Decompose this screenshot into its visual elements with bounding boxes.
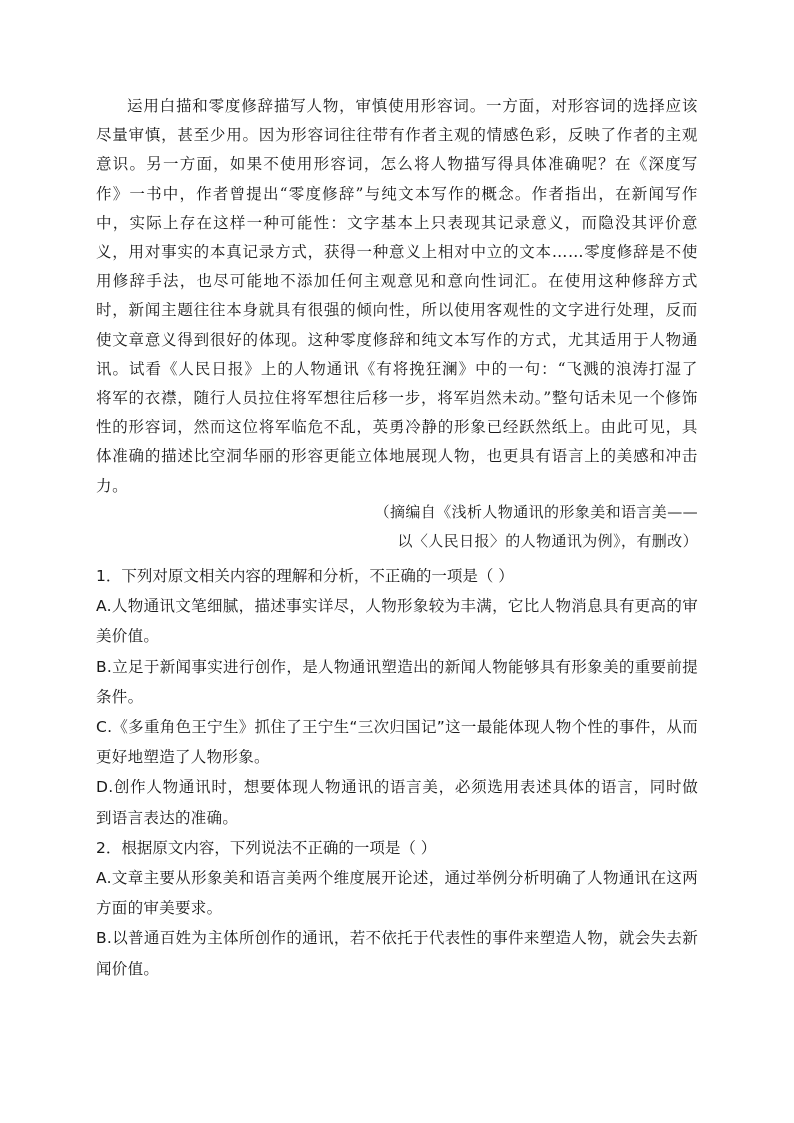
option-a: A.文章主要从形象美和语言美两个维度展开论述，通过举例分析明确了人物通讯在这两方面的审美要求。 [96, 869, 698, 918]
option-b: B.立足于新闻事实进行创作，是人物通讯塑造出的新闻人物能够具有形象美的重要前提条件。 [96, 657, 698, 706]
question-2 [96, 833, 698, 984]
option-c: C.《多重角色王宁生》抓住了王宁生“三次归国记”这一最能体现人物个性的事件，从而更好地塑造了人物形象。 [96, 718, 698, 767]
passage-paragraph: 运用白描和零度修辞描写人物，审慎使用形容词。一方面，对形容词的选择应该尽量审慎，甚至少用。因为形容词往往带有作者主观的情感色彩，反映了作者的主观意识。另一方面，如果不使用形容词，怎么将人物描写得具体准确呢？在《深度写作》一书中，作者曾提出“零度修辞”与纯文本写作的概念。作者指出，在新闻写作中，实际上存在这样一种可能性：文字基本上只表现其记录意义，而隐没其评价意义，用对事实的本真记录方式，获得一种意义上相对中立的文本……零度修辞是不使用修辞手法，也尽可能地不添加任何主观意见和意向性词汇。在使用这种修辞方式时，新闻主题往往本身就具有很强的倾向性，所以使用客观性的文字进行处理，反而使文章意义得到很好的体现。这种零度修辞和纯文本写作的方式，尤其适用于人物通讯。试看《人民日报》上的人物通讯《有将挽狂澜》中的一句：“飞溅的浪涛打湿了将军的衣襟，随行人员拉住将军想往后移一步，将军岿然未动。”整句话未见一个修饰性的形容词，然而这位将军临危不乱，英勇冷静的形象已经跃然纸上。由此可见，具体准确的描述比空洞华丽的形容更能立体地展现人物，也更具有语言上的美感和冲击力。 [96, 97, 698, 495]
option-d: D.创作人物通讯时，想要体现人物通讯的语言美，必须选用表述具体的语言，同时做到语言表达的准确。 [96, 778, 698, 827]
question-1 [96, 561, 698, 833]
question-stem: 2．根据原文内容，下列说法不正确的一项是（ ） [96, 838, 437, 857]
option-b: B.以普通百姓为主体所创作的通讯，若不依托于代表性的事件来塑造人物，就会失去新闻价值。 [96, 929, 698, 978]
option-a: A.人物通讯文笔细腻，描述事实详尽，人物形象较为丰满，它比人物消息具有更高的审美价值。 [96, 597, 698, 646]
question-stem: 1．下列对原文相关内容的理解和分析，不正确的一项是（ ） [96, 567, 514, 585]
source-citation-line-2: 以〈人民日报〉的人物通讯为例》，有删改） [397, 532, 698, 550]
question-list [96, 561, 698, 984]
source-citation-line-1: （摘编自《浅析人物通讯的形象美和语言美—— [374, 503, 698, 521]
